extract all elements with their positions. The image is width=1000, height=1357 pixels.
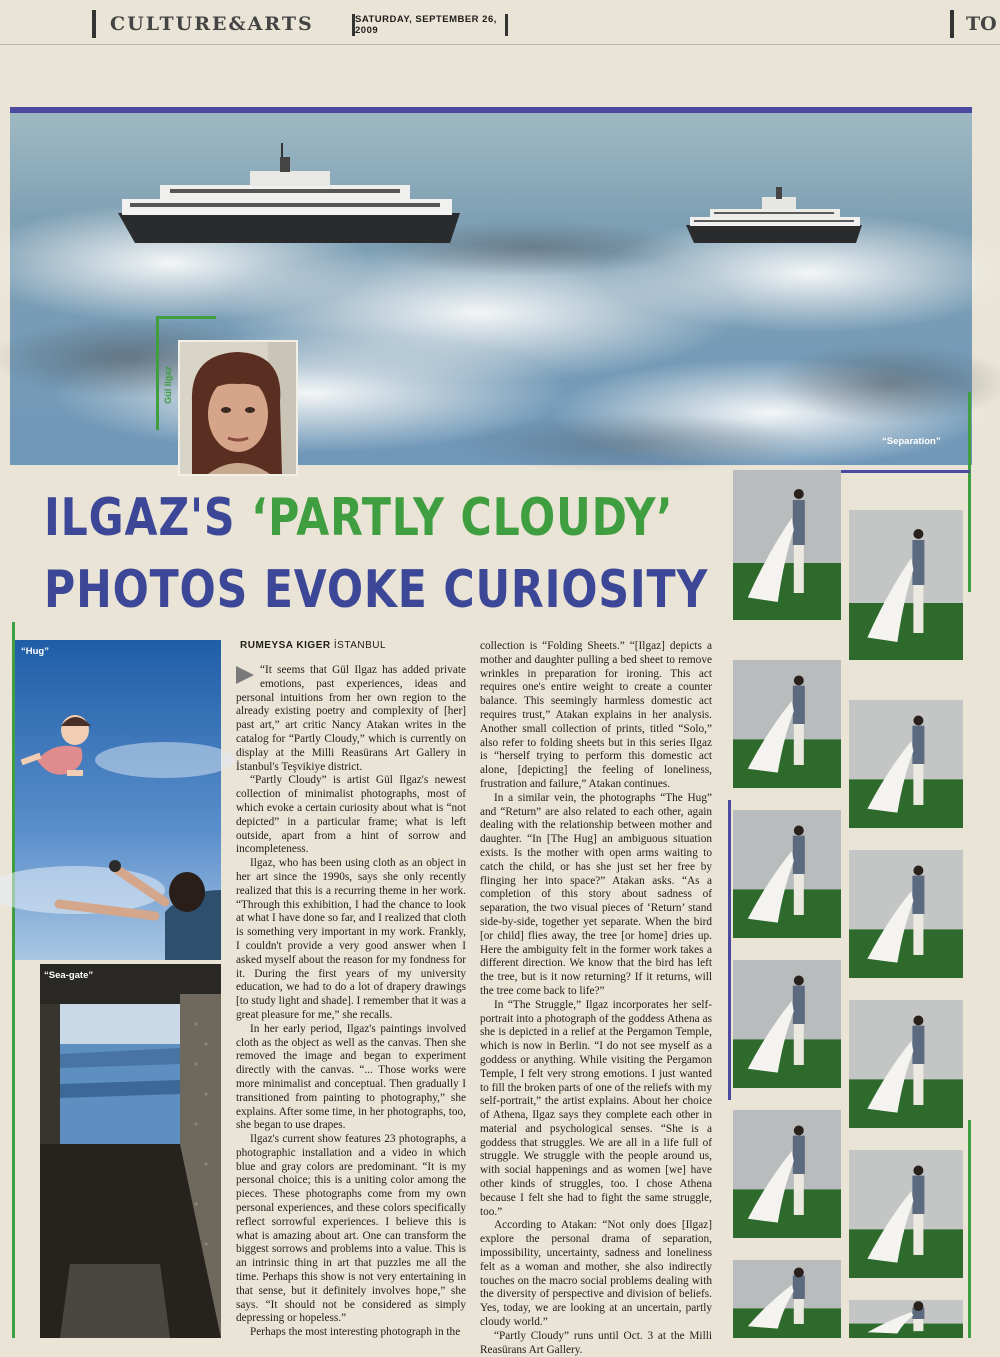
separation-caption: “Separation” xyxy=(882,436,941,447)
col2-paragraph: collection is “Folding Sheets.” “[Ilgaz] depicts a mother and daughter pulling a bed sheet to remove wrinkles in preparation for ironing. This act requires one's entire weight to create a counter balance. This seemingly harmless domestic act requires trust,” Atakan explains in her analysis. Another small collection of prints, titled “Solo,” also refer to folding sheets but in this series Ilgaz is “herself trying to perform this domestic act alone, [depicting] the feeling of loneliness, frustration and failure,” Atakan continues. xyxy=(480,640,712,790)
folding-sheet-photo xyxy=(849,1150,963,1278)
artist-portrait xyxy=(178,340,298,476)
folding-sheet-photo xyxy=(849,700,963,828)
article-column-1 xyxy=(236,664,466,1338)
col1-paragraph: Perhaps the most interesting photograph in the xyxy=(250,1326,461,1339)
header-rule xyxy=(0,44,1000,45)
portrait-frame-rule xyxy=(156,316,159,430)
folding-sheet-photo xyxy=(849,1000,963,1128)
hug-image xyxy=(15,640,221,960)
headline xyxy=(44,482,709,626)
section-header: CULTURE&ARTS xyxy=(92,10,342,38)
col1-paragraph: Ilgaz, who has been using cloth as an object in her art since the 1990s, says she only recently realized that this is a recurring theme in her work. “Through this exhibition, I had the chance to look at what I have done so far, and I realized that cloth is something very important in my work. Frankly, I couldn't provide a very good answer when I asked myself about the reason for my fondness for it. During the first years of my university education, we had to do a lot of drapery drawings [to study light and shade]. I remember that it was a great pleasure for me,” she recalls. xyxy=(236,857,466,1021)
col2-paragraph: According to Atakan: “Not only does [Ilgaz] explore the personal drama of separation, impossibility, uncertainty, sadness and loneliness felt as a woman and mother, she also indirectly touches on the macro social problems dealing with the diversity of perspective and division of beliefs. Yes, today, we are looking at an uncertain, partly cloudy world.” xyxy=(480,1219,712,1329)
folding-sheet-photo xyxy=(733,1260,841,1338)
hug-photo xyxy=(15,640,221,960)
photo-strip xyxy=(733,470,963,1338)
col1-paragraph: Ilgaz's current show features 23 photographs, a photographic installation and a video in which blue and gray colors are predominant. “It is my personal choice; this is a uniting color among the pieces. These photographs come from my own personal experiences, and these colors specifically reflect sorrowful experiences. I believe this is what is amazing about art. One can transform the biggest sorrows and problems into a value. This is an intrinsic thing in art that puzzles me all the time. Perhaps this show is not very entertaining in that sense, but it definitely involves hope,” she says. “It should not be considered as simply depressing or hopeless.” xyxy=(236,1133,466,1325)
sea-gate-image xyxy=(40,964,221,1338)
byline-author: RUMEYSA KIGER xyxy=(240,640,331,651)
folding-sheet-photo xyxy=(733,810,841,938)
col1-paragraph: “It seems that Gül Ilgaz has added private emotions, past experiences, ideas and personal intuitions from her own region to the already existing poetry and complexity of [her] past art,” art critic Nancy Atakan writes in the catalog for “Partly Cloudy,” which is currently on display at the Milli Reasürans Art Gallery in İstanbul's Teşvikiye district. xyxy=(236,664,466,773)
headline-part-2: ‘PARTLY CLOUDY’ xyxy=(251,488,674,548)
portrait-label: Gül Ilgaz xyxy=(163,366,174,404)
folding-sheet-photo xyxy=(849,510,963,660)
byline xyxy=(240,640,386,651)
headline-line-1 xyxy=(44,482,674,554)
folding-sheet-photo xyxy=(849,850,963,978)
banner-photo-separation xyxy=(10,107,972,471)
issue-date: SATURDAY, SEPTEMBER 26, 2009 xyxy=(352,14,508,36)
portrait-label-box xyxy=(162,345,174,425)
strip-rule-left xyxy=(728,800,731,1100)
headline-line-2: PHOTOS EVOKE CURIOSITY xyxy=(44,560,709,620)
next-section-header: TO xyxy=(950,10,1000,38)
story-start-marker-icon xyxy=(236,666,254,684)
col1-paragraph: In her early period, Ilgaz's paintings involved cloth as the object as well as the canvas. Then she removed the image and began to experiment directly with the canvas. “... Those works were more minimalist and conceptual. Then gradually I transitioned from painting to photography,” she explains. After some time, in her photographs, too, she began to use drapes. xyxy=(236,1022,466,1132)
col1-paragraph: “Partly Cloudy” is artist Gül Ilgaz's newest collection of minimalist photographs, most of which evoke a certain curiosity about what is “not depicted” in a particular frame; what is left outside, apart from a hint of sorrow and incompleteness. xyxy=(236,774,466,856)
strip-rule-top xyxy=(968,392,971,592)
folding-sheet-photo xyxy=(733,660,841,788)
col2-paragraph: In a similar vein, the photographs “The Hug” and “Return” are also related to each other, again dealing with the relationship between mother and daughter. “In [The Hug] an ambiguous situation exists. Is the mother with open arms waiting to catch the child, or has she just set her free by flinging her into space?” Atakan asks. “As a completion of this story about sadness of separation, the two visual pieces of ‘Return’ stand side-by-side, together yet separate. When the bird [or child] flies away, the tree [or home] dries up. Here the ambiguity felt in the former work takes a different direction. We know that the bird has left the tree, but is it now returning? If it returns, will the tree come back to life?” xyxy=(480,791,712,997)
separation-photo xyxy=(10,113,972,465)
headline-part-1: ILGAZ'S xyxy=(44,488,252,548)
col2-paragraph: In “The Struggle,” Ilgaz incorporates her self-portrait into a photograph of the goddess Athena as she is depicted in a relief at the Pergamon Temple, which is now in Berlin. “I do not see myself as a goddess or anything. While visiting the Pergamon Temple, I felt very strong emotions. I just wanted to fill the broken parts of one of the reliefs with my self-portrait,” the artist explains. About her choice of Athena, Ilgaz says they complete each other in material and psychological senses. “She is a goddess that struggles. We are all in a life full of struggle. We struggle with the people around us, with social happenings and as women [we] have other kinds of struggles, too. I chose Athena because I felt she had to fight the same struggle, too.” xyxy=(480,998,712,1218)
sea-gate-photo xyxy=(40,964,221,1338)
byline-place: İSTANBUL xyxy=(333,640,387,651)
article-column-2 xyxy=(480,640,712,1356)
portrait-photo xyxy=(180,342,296,474)
folding-sheet-photo xyxy=(733,470,841,620)
sea-gate-caption: “Sea-gate” xyxy=(44,970,94,981)
folding-sheet-photo xyxy=(733,960,841,1088)
portrait-frame-rule-top xyxy=(156,316,216,319)
folding-sheet-photo xyxy=(849,1300,963,1338)
col2-paragraph: “Partly Cloudy” runs until Oct. 3 at the Milli Reasürans Art Gallery. xyxy=(480,1329,712,1356)
folding-sheet-photo xyxy=(733,1110,841,1238)
strip-rule-bottom xyxy=(968,1120,971,1338)
hug-caption: “Hug” xyxy=(21,646,49,657)
